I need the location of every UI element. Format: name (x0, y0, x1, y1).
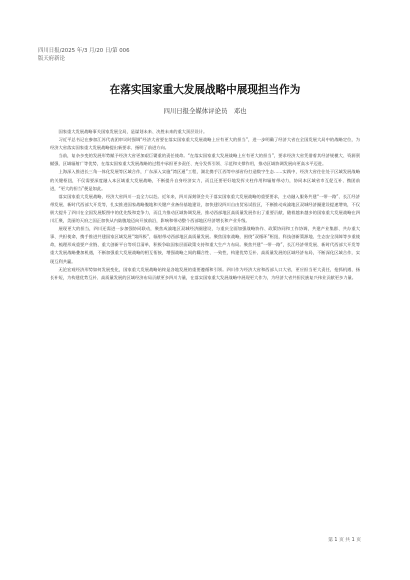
section-info: 版天府新论 (38, 56, 65, 62)
paragraph: 国家重大发展战略事关国家发展全局，是谋划未来、决胜未来的重大顶层设计。 (58, 130, 208, 135)
page-number: 第 1 页 共 1 页 (328, 538, 361, 543)
paragraph: 上海深入推进长三角一体化发展等区域合作，广东深入实施“湾区通”工程，湖北携手江西等中部省份打造数字生态……实践中，经济大省往往处于区域发展战略的关键枢纽，不仅需要深度融入本区域重大发展战略，不断提升自身经济实力，而且还要更好地发挥支柱作用和辐射带动力，协同本区域省市互促互补、携团前进，“更大的担当”便是如此。 (50, 170, 360, 192)
paragraph: 落实国家重大发展战略，经济大省四川一直全力以赴。近年来，四川深刻领会关于落实国家重大发展战略的重要要求，主动融入服务共建“一带一路”、长江经济带发展、新时代西部大开发等，扎实推进国家战略腹地和关键产业备份基地建设，加快建设四川自由贸易试验区，不断推动成渝地区双城经济圈建设提速增效，不仅极大提升了四川在全国发展版图中的优先级和竞争力，而且为推动区域协调发展、推动西部地区高质量发展作出了重要贡献，随着越来越多的国家重大发展战略在四川汇聚，美丽的天府之国正加快从内陆腹地迈向开放前沿，影响和带动整个西部地区经济增长和产业升级。 (50, 194, 360, 225)
paragraph: 当前，复杂多变的发展形势赋予经济大省更加艰巨繁重的责任使命。“在落实国家重大发展战略上应有更大的担当”，要求经济大省凭借着其经济规模大、资源禀赋强、区域辐射广等优势，在落实国家重大发展战略的过程中承担更多责任、充分发挥引领、示范和支撑作用，推动区域协调发展向更高水平迈进。 (50, 154, 360, 168)
issue-info: 四川日报/2025 年/3 月/20 日/第 006 (38, 48, 130, 54)
article-byline: 四川日报全媒体评论员 邓也 (163, 107, 247, 115)
paragraph: 展现更大的担当，四川还需进一步加强协同联动，聚焦成渝地区双城经济圈建设，与重庆全面加强战略协作、政策协同和工作协调，共建产业集群、共办重大事、共担使命，携手推进共建国家区域发展“第四极”，辐射带动西部地区高质量发展。聚焦国家战略，围绕“双循环”枢纽，科技创新策源地、生态安全屏障等多重使命，梳理形成重要产业链、重大创新平台等项目清单，积极争取国家层面政策支持和重大生产力布局。聚焦共建“一带一路”，长江经济带发展、新时代西部大开发等重大发展战略叠加机遇，不断加强重大发展战略的相互衔接，增强战略之间的耦合性、一致性，构建优势互补、高质量发展的区域经济布局，不断深化区域合作，实现互利共赢。 (50, 227, 360, 265)
publication-header (38, 47, 360, 63)
paragraph: 习近平总书记在参加江苏代表团审议时强调“经济大省要在落实国家重大发展战略上应有更大的担当”，进一步明确了经济大省在全国发展大局中的战略定位，为经济大省落实国家重大发展战略提出新要求、指明了前进方向。 (50, 138, 360, 152)
article-body (50, 129, 360, 283)
paragraph: 无论宏观经济形势如何发展变化，国家重大发展战略始终是各地发展的重要遵循和引领。四川作为经济大省和西部人口大省，更应担当更大责任，抢抓机遇、扬长补短，为构建优势互补、高质量发展的区域经济布局贡献更多四川力量，在落实国家重大发展战略中展现更大作为，为经济大省共担民族复兴伟业贡献更多力量。 (50, 267, 360, 281)
article-title: 在落实国家重大发展战略中展现担当作为 (109, 84, 301, 96)
